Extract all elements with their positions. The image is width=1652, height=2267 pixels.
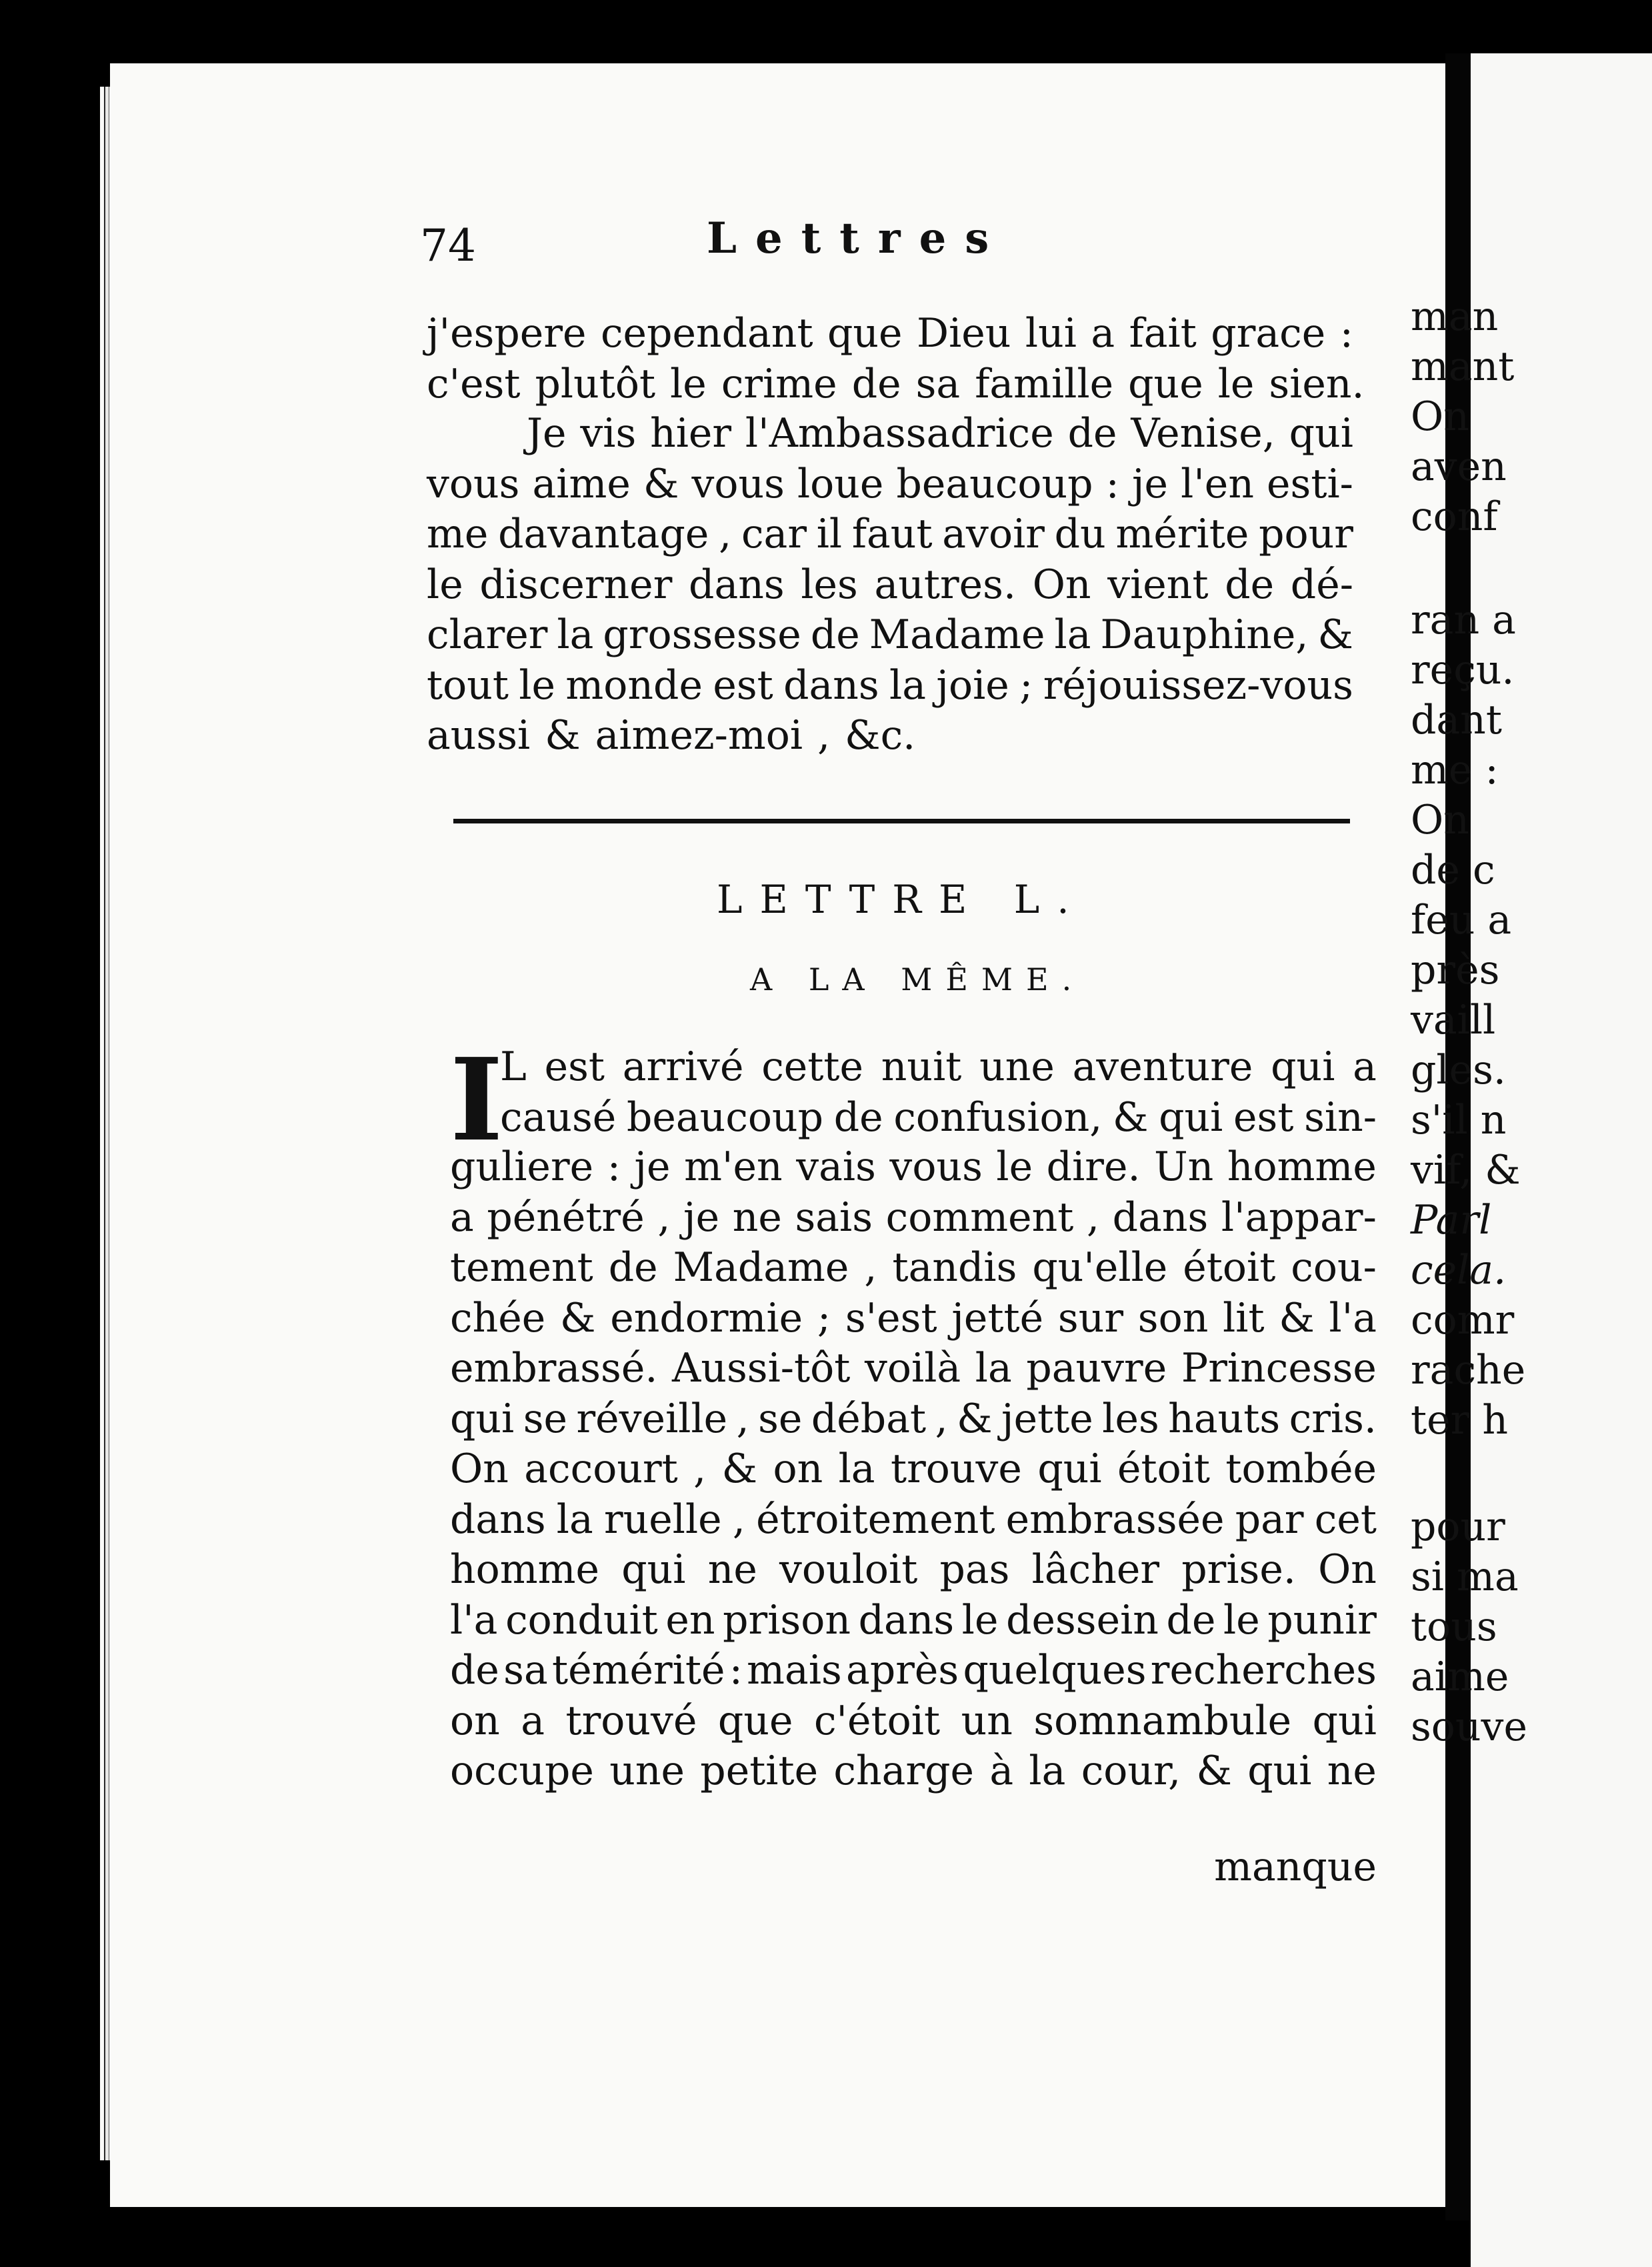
text-line: homme qui ne vouloit pas lâcher prise. On xyxy=(450,1546,1377,1593)
right-page xyxy=(1411,53,1652,2267)
text-line: aussi & aimez-moi , &c. xyxy=(427,712,916,759)
right-page-line: ran a xyxy=(1411,597,1516,643)
text-line: me davantage , car il faut avoir du mérite pour xyxy=(427,511,1353,557)
text-line: L est arrivé cette nuit une aventure qui a xyxy=(500,1043,1377,1090)
right-page-line: On xyxy=(1411,393,1469,440)
text-line: occupe une petite charge à la cour, & qui ne xyxy=(450,1748,1377,1794)
text-line: tement de Madame , tandis qu'elle étoit cou- xyxy=(450,1244,1377,1291)
catchword-text: manque xyxy=(1214,1844,1377,1890)
text-line: On accourt , & on la trouve qui étoit tombée xyxy=(450,1446,1377,1492)
letter-addressee: A LA MÊME. xyxy=(750,961,1085,997)
right-page-line: cela. xyxy=(1411,1247,1507,1294)
text-line: j'espere cependant que Dieu lui a fait grace : xyxy=(427,310,1353,357)
text-line: de sa témérité : mais après quelques recherches xyxy=(450,1647,1377,1694)
right-page-line: souve xyxy=(1411,1704,1527,1750)
right-page-line: Parl xyxy=(1411,1197,1492,1244)
right-page-line: feu a xyxy=(1411,897,1512,943)
right-page-line: reçu. xyxy=(1411,647,1515,693)
text-line: qui se réveille , se débat , & jette les hauts cris. xyxy=(450,1395,1377,1442)
text-line: Je vis hier l'Ambassadrice de Venise, qui xyxy=(527,410,1353,457)
right-page-line: vaill xyxy=(1411,997,1496,1043)
right-page-line: rache xyxy=(1411,1347,1526,1394)
text-line: vous aime & vous loue beaucoup : je l'en esti- xyxy=(427,460,1353,507)
text-line: clarer la grossesse de Madame la Dauphine, & xyxy=(427,611,1353,658)
text-line: dans la ruelle , étroitement embrassée par cet xyxy=(450,1496,1377,1543)
text-line: le discerner dans les autres. On vient de dé- xyxy=(427,561,1353,608)
right-page-line: On xyxy=(1411,797,1469,843)
text-line: on a trouvé que c'étoit un somnambule qui xyxy=(450,1697,1377,1744)
section-rule xyxy=(453,819,1350,823)
text-line: guliere : je m'en vais vous le dire. Un homme xyxy=(450,1144,1377,1190)
right-page-line: pour xyxy=(1411,1504,1505,1550)
text-line: c'est plutôt le crime de sa famille que le sien. xyxy=(427,360,1365,407)
right-page-line: man xyxy=(1411,293,1499,340)
right-page-line: tous xyxy=(1411,1604,1497,1650)
right-page-line: ter h xyxy=(1411,1397,1509,1444)
right-page-line: près xyxy=(1411,947,1500,993)
right-page-line: dant xyxy=(1411,697,1502,743)
right-page-line: vif, & xyxy=(1411,1147,1521,1194)
letter-title: LETTRE L. xyxy=(717,877,1087,922)
right-page-line: gles. xyxy=(1411,1047,1506,1093)
right-page-line: mant xyxy=(1411,343,1515,390)
text-line: a pénétré , je ne sais comment , dans l'appar- xyxy=(450,1194,1377,1241)
drop-cap: I xyxy=(450,1033,503,1167)
page-number: 74 xyxy=(420,220,476,271)
text-line: causé beaucoup de confusion, & qui est sin- xyxy=(500,1093,1377,1141)
right-page-line: aven xyxy=(1411,443,1507,490)
right-page-line: me : xyxy=(1411,747,1499,793)
text-line: l'a conduit en prison dans le dessein de le punir xyxy=(450,1596,1377,1644)
right-page-line: s'il n xyxy=(1411,1097,1507,1144)
right-page-line: si ma xyxy=(1411,1554,1519,1600)
text-line: tout le monde est dans la joie ; réjouissez-vous xyxy=(427,661,1353,709)
right-page-line: aime xyxy=(1411,1654,1509,1700)
text-line: embrassé. Aussi-tôt voilà la pauvre Princesse xyxy=(450,1345,1377,1392)
right-page-line: conf xyxy=(1411,493,1498,540)
text-line: chée & endormie ; s'est jetté sur son lit & l'a xyxy=(450,1294,1377,1342)
right-page-line: comr xyxy=(1411,1297,1515,1344)
right-page-line: de c xyxy=(1411,847,1495,893)
running-head: Lettres xyxy=(707,213,1008,263)
